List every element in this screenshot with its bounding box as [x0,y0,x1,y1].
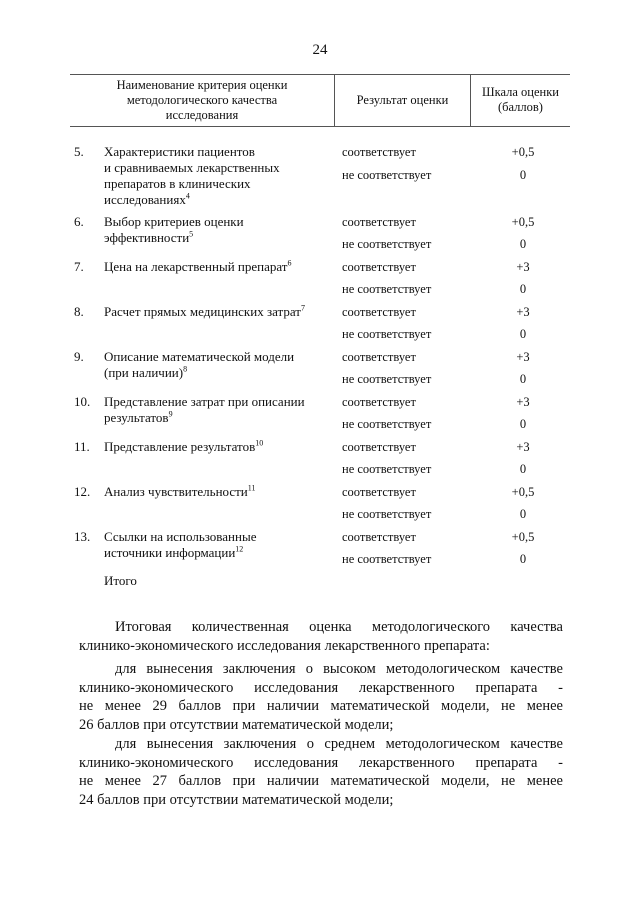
footnote-ref: 10 [255,438,264,448]
result-no: не соответствует [342,552,432,566]
paragraph-line: 24 баллов при отсутствии математической модели; [79,791,394,808]
result-no: не соответствует [342,417,432,431]
score-no: 0 [519,237,527,251]
result-yes: соответствует [342,260,416,274]
total-label: Итого [104,573,137,588]
paragraph-line: не менее 27 баллов при наличии математической модели, не менее [79,773,563,790]
criterion-name: Описание математической модели (при наличии)$^8$ [104,349,295,380]
score-yes: +3 [516,395,530,409]
result-yes: соответствует [342,215,416,229]
score-no: 0 [519,168,527,182]
criterion-number: 10. [74,394,91,409]
criterion-name: Ссылки на использованные источники информации$^{12}$ [104,529,257,560]
footnote-ref: 7 [300,303,305,313]
result-yes: соответствует [342,440,416,454]
score-no: 0 [519,327,527,341]
paragraph-line: клинико-экономического исследования лекарственного препарата - [79,679,563,696]
criterion-number: 5. [74,144,84,159]
criterion-name: Характеристики пациентов и сравниваемых лекарственных препаратов в клинических исследованиях$^4$ [104,144,280,207]
result-yes: соответствует [342,145,416,159]
result-no: не соответствует [342,282,432,296]
paragraph-line: клинико-экономического исследования лекарственного препарата - [79,754,563,771]
footnote-ref: 9 [168,409,173,419]
score-no: 0 [519,372,527,386]
result-no: не соответствует [342,507,432,521]
criterion-number: 9. [74,349,84,364]
criterion-name: Выбор критериев оценки эффективности$^5$ [104,214,244,245]
score-no: 0 [519,417,527,431]
score-yes: +3 [516,260,530,274]
result-no: не соответствует [342,462,432,476]
footnote-ref: 11 [247,483,256,493]
footnote-ref: 8 [183,364,188,374]
criterion-name: Анализ чувствительности$^{11}$ [104,483,256,499]
footnote-ref: 12 [235,544,244,554]
page-number: 24 [312,42,328,58]
score-no: 0 [519,507,527,521]
score-yes: +0,5 [511,485,535,499]
result-yes: соответствует [342,530,416,544]
criterion-name: Цена на лекарственный препарат$^6$ [104,258,292,274]
result-yes: соответствует [342,395,416,409]
table-header-rule-bottom [70,126,570,127]
criterion-number: 7. [74,259,84,274]
result-yes: соответствует [342,305,416,319]
result-yes: соответствует [342,350,416,364]
score-yes: +0,5 [511,145,535,159]
score-yes: +3 [516,305,530,319]
footnote-ref: 6 [287,258,292,268]
criterion-number: 13. [74,529,91,544]
paragraph-line: для вынесения заключения о высоком методологическом качестве [115,661,563,677]
score-no: 0 [519,462,527,476]
footnote-ref: 5 [189,229,194,239]
criterion-name: Представление затрат при описании результатов$^9$ [104,394,305,425]
result-no: не соответствует [342,327,432,341]
score-yes: +3 [516,350,530,364]
criterion-name: Расчет прямых медицинских затрат$^7$ [104,303,305,319]
criterion-number: 12. [74,484,91,499]
paragraph [79,660,563,734]
paragraph [79,618,563,655]
result-no: не соответствует [342,372,432,386]
result-yes: соответствует [342,485,416,499]
criterion-number: 8. [74,304,84,319]
paragraph-line: не менее 29 баллов при наличии математической модели, не менее [79,698,563,715]
score-no: 0 [519,552,527,566]
criterion-number: 6. [74,214,84,229]
paragraph-line: Итоговая количественная оценка методологического качества [115,619,563,635]
result-no: не соответствует [342,237,432,251]
footnote-ref: 4 [185,191,190,201]
paragraph [79,735,563,809]
header-criterion: Наименование критерия оценки методологического качества исследования [116,77,288,122]
score-yes: +0,5 [511,530,535,544]
criterion-name: Представление результатов$^{10}$ [104,438,264,454]
score-yes: +0,5 [511,215,535,229]
paragraph-line: для вынесения заключения о среднем методологическом качестве [115,736,563,752]
score-yes: +3 [516,440,530,454]
paragraph-line: клинико-экономического исследования лекарственного препарата: [79,637,490,654]
criterion-number: 11. [74,439,90,454]
header-scale: Шкала оценки (баллов) [481,85,559,114]
paragraph-line: 26 баллов при отсутствии математической модели; [79,716,394,733]
header-result: Результат оценки [356,92,449,107]
result-no: не соответствует [342,168,432,182]
score-no: 0 [519,282,527,296]
